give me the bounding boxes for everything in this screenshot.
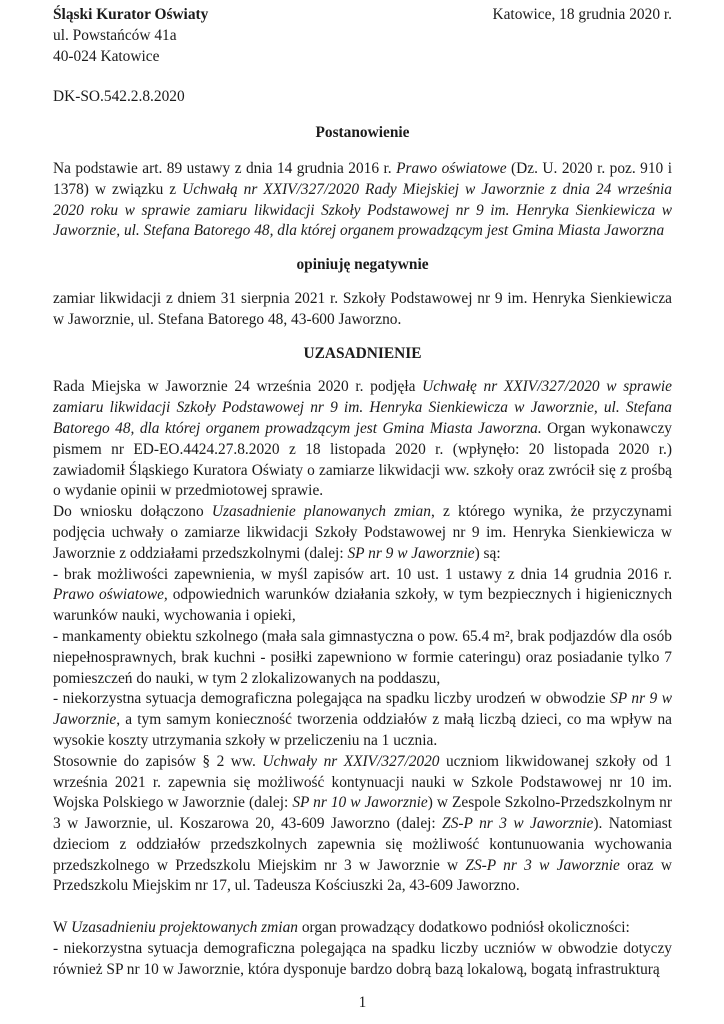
decision-statement: opiniuję negatywnie <box>296 256 429 274</box>
justification-paragraph-reason-demographics: - niekorzystna sytuacja demograficzna polegająca na spadku liczby urodzeń w obwodzie SP nr 9 w Jaworznie, a tym samym konieczność tworzenia oddziałów z małą liczbą dzieci, co ma wpływ na wysokie koszty utrzymania szkoły w przeliczeniu na 1 ucznia. <box>53 690 672 749</box>
legal-basis-paragraph: Na podstawie art. 89 ustawy z dnia 14 grudnia 2016 r. Prawo oświatowe (Dz. U. 2020 r. poz. 910 i 1378) w związku z Uchwałą nr XXIV/327/2020 Rady Miejskiej w Jaworznie z dnia 24 września 2020 roku w sprawie zamiaru likwidacji Szkoły Podstawowej nr 9 im. Henryka Sienkiewicza w Jaworznie, ul. Stefana Batorego 48, dla której organem prowadzącym jest Gmina Miasta Jaworzna <box>53 159 672 240</box>
justification-paragraph-reason-conditions: - brak możliwości zapewnienia, w myśl zapisów art. 10 ust. 1 ustawy z dnia 14 grudnia 2016 r. Prawo oświatowe, odpowiednich warunków działania szkoły, w tym bezpiecznych i higienicznych warunków nauki, wychowania i opieki, <box>53 565 673 625</box>
letterhead <box>53 5 672 67</box>
sender-address-line2: 40-024 Katowice <box>53 47 160 65</box>
justification-paragraph-additional-intro: W Uzasadnieniu projektowanych zmian organ prowadzący dodatkowo podniósł okoliczności: <box>53 919 630 937</box>
justification-paragraph-resolution: Rada Miejska w Jaworznie 24 września 2020 r. podjęła Uchwałę nr XXIV/327/2020 w sprawie zamiaru likwidacji Szkoły Podstawowej nr 9 im. Henryka Sienkiewicza w Jaworznie, ul. Stefana Batorego 48, dla której organem prowadzącym jest Gmina Miasta Jaworzna. Organ wykonawczy pismem nr ED-EO.4424.27.8.2020 z 18 listopada 2020 r. (wpłynęło: 20 listopada 2020 r.) zawiadomił Śląskiego Kuratora Oświaty o zamiarze likwidacji ww. szkoły oraz zwrócił się z prośbą o wydanie opinii w przedmiotowej sprawie. <box>53 378 673 500</box>
page-number: 1 <box>358 993 367 1011</box>
decision-subject-paragraph: zamiar likwidacji z dniem 31 sierpnia 2021 r. Szkoły Podstawowej nr 9 im. Henryka Sienkiewicza w Jaworznie, ul. Stefana Batorego 48, 43-600 Jaworzno. <box>53 289 672 328</box>
document-title: Postanowienie <box>315 124 410 142</box>
justification-paragraph-continuation: Stosownie do zapisów § 2 ww. Uchwały nr XXIV/327/2020 uczniom likwidowanej szkoły od 1 września 2021 r. zapewnia się możliwość kontynuacji nauki w Szkole Podstawowej nr 10 im. Wojska Polskiego w Jaworznie (dalej: SP nr 10 w Jaworznie) w Zespole Szkolno-Przedszkolnym nr 3 w Jaworznie, ul. Koszarowa 20, 43-609 Jaworzno (dalej: ZS-P nr 3 w Jaworznie). Natomiast dzieciom z oddziałów przedszkolnych zapewnia się możliwość kontunuowania wychowania przedszkolnego w Przedszkolu Miejskim nr 3 w Jaworznie w ZS-P nr 3 w Jaworznie oraz w Przedszkolu Miejskim nr 17, ul. Tadeusza Kościuszki 2a, 43-609 Jaworzno. <box>53 752 673 895</box>
justification-paragraph-additional-bullet: - niekorzystna sytuacja demograficzna polegająca na spadku liczby uczniów w obwodzie dotyczy również SP nr 10 w Jaworznie, która dysponuje bardzo dobrą bazą lokalową, bogatą infrastrukturą <box>53 940 672 978</box>
sender-address-line1: ul. Powstańców 41a <box>53 26 177 44</box>
justification-paragraph-application-intro: Do wniosku dołączono Uzasadnienie planowanych zmian, z którego wynika, że przyczynami podjęcia uchwały o zamiarze likwidacji Szkoły Podstawowej nr 9 im. Henryka Sienkiewicza w Jaworznie z oddziałami przedszkolnymi (dalej: SP nr 9 w Jaworznie) są: <box>53 503 672 562</box>
justification-paragraph-reason-building: - mankamenty obiektu szkolnego (mała sala gimnastyczna o pow. 65.4 m², brak podjazdów dla osób niepełnosprawnych, brak kuchni - posiłki zapewniono w formie cateringu) oraz posiadanie tylko 7 pomieszczeń do nauki, w tym 2 zlokalizowanych na poddaszu, <box>53 627 672 687</box>
justification-heading: UZASADNIENIE <box>303 344 422 362</box>
reference-number: DK-SO.542.2.8.2020 <box>53 88 185 106</box>
sender-name: Śląski Kurator Oświaty <box>53 6 209 23</box>
sender-block <box>53 5 208 67</box>
place-and-date: Katowice, 18 grudnia 2020 r. <box>492 6 672 23</box>
